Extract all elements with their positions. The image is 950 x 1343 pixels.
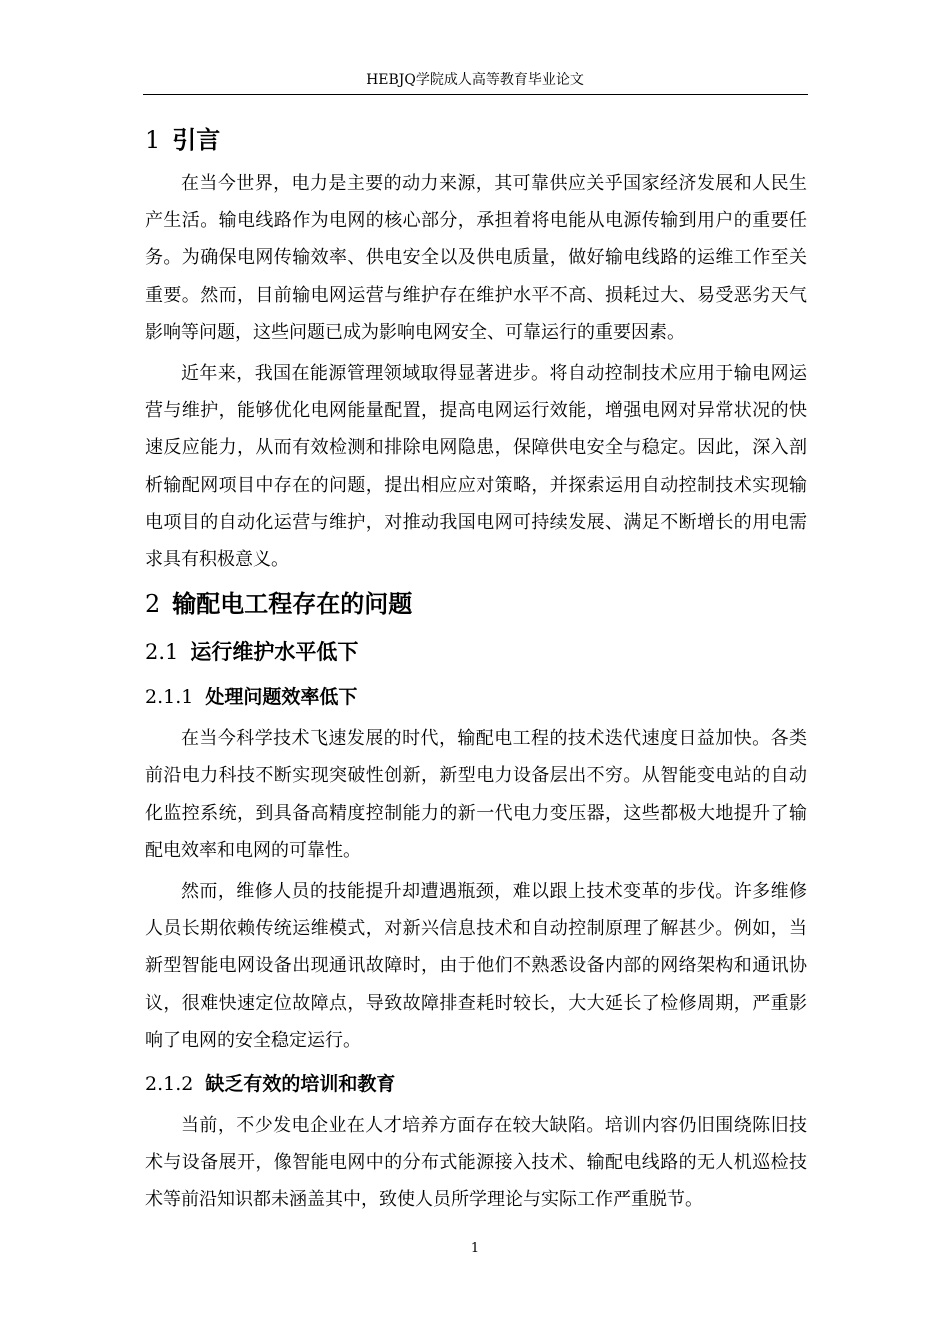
page-body bbox=[145, 120, 807, 1219]
section-heading-intro bbox=[145, 120, 807, 160]
subsubsection-title: 处理问题效率低下 bbox=[205, 686, 358, 709]
paragraph-efficiency-2: 然而，维修人员的技能提升却遭遇瓶颈，难以跟上技术变革的步伐。许多维修人员长期依赖传统运维模式，对新兴信息技术和自动控制原理了解甚少。例如，当新型智能电网设备出现通讯故障时，由于他们不熟悉设备内部的网络架构和通讯协议，很难快速定位故障点，导致故障排查耗时较长，大大延长了检修周期，严重影响了电网的安全稳定运行。 bbox=[145, 881, 807, 1051]
subsection-title: 运行维护水平低下 bbox=[190, 640, 359, 665]
subsubsection-number: 2.1.2 bbox=[145, 1073, 194, 1096]
running-header bbox=[0, 70, 950, 90]
subsubsection-number: 2.1.1 bbox=[145, 686, 194, 709]
subsection-heading-maintenance bbox=[145, 634, 807, 670]
subsubsection-title: 缺乏有效的培训和教育 bbox=[205, 1073, 396, 1096]
section-number: 1 bbox=[145, 126, 161, 154]
section-title: 输配电工程存在的问题 bbox=[172, 590, 413, 619]
header-rule bbox=[143, 94, 808, 95]
subsection-number: 2.1 bbox=[145, 640, 179, 665]
paragraph-efficiency-1: 在当今科学技术飞速发展的时代，输配电工程的技术迭代速度日益加快。各类前沿电力科技不断实现突破性创新，新型电力设备层出不穷。从智能变电站的自动化监控系统，到具备高精度控制能力的新一代电力变压器，这些都极大地提升了输配电效率和电网的可靠性。 bbox=[145, 728, 807, 861]
section-title: 引言 bbox=[172, 126, 221, 154]
paragraph-intro-2: 近年来，我国在能源管理领域取得显著进步。将自动控制技术应用于输电网运营与维护，能够优化电网能量配置，提高电网运行效能，增强电网对异常状况的快速反应能力，从而有效检测和排除电网隐患，保障供电安全与稳定。因此，深入剖析输配网项目中存在的问题，提出相应应对策略，并探索运用自动控制技术实现输电项目的自动化运营与维护，对推动我国电网可持续发展、满足不断增长的用电需求具有积极意义。 bbox=[145, 363, 807, 571]
section-heading-problems bbox=[145, 584, 807, 624]
paragraph-intro-1: 在当今世界，电力是主要的动力来源，其可靠供应关乎国家经济发展和人民生产生活。输电线路作为电网的核心部分，承担着将电能从电源传输到用户的重要任务。为确保电网传输效率、供电安全以及供电质量，做好输电线路的运维工作至关重要。然而，目前输电网运营与维护存在维护水平不高、损耗过大、易受恶劣天气影响等问题，这些问题已成为影响电网安全、可靠运行的重要因素。 bbox=[145, 173, 807, 343]
running-header-title: HEBJQ学院成人高等教育毕业论文 bbox=[366, 72, 584, 88]
section-number: 2 bbox=[145, 590, 161, 619]
subsubsection-heading-efficiency bbox=[145, 680, 807, 714]
paragraph-training-1: 当前，不少发电企业在人才培养方面存在较大缺陷。培训内容仍旧围绕陈旧技术与设备展开，像智能电网中的分布式能源接入技术、输配电线路的无人机巡检技术等前沿知识都未涵盖其中，致使人员所学理论与实际工作严重脱节。 bbox=[145, 1115, 807, 1211]
subsubsection-heading-training bbox=[145, 1067, 807, 1101]
page-number: 1 bbox=[470, 1241, 480, 1256]
